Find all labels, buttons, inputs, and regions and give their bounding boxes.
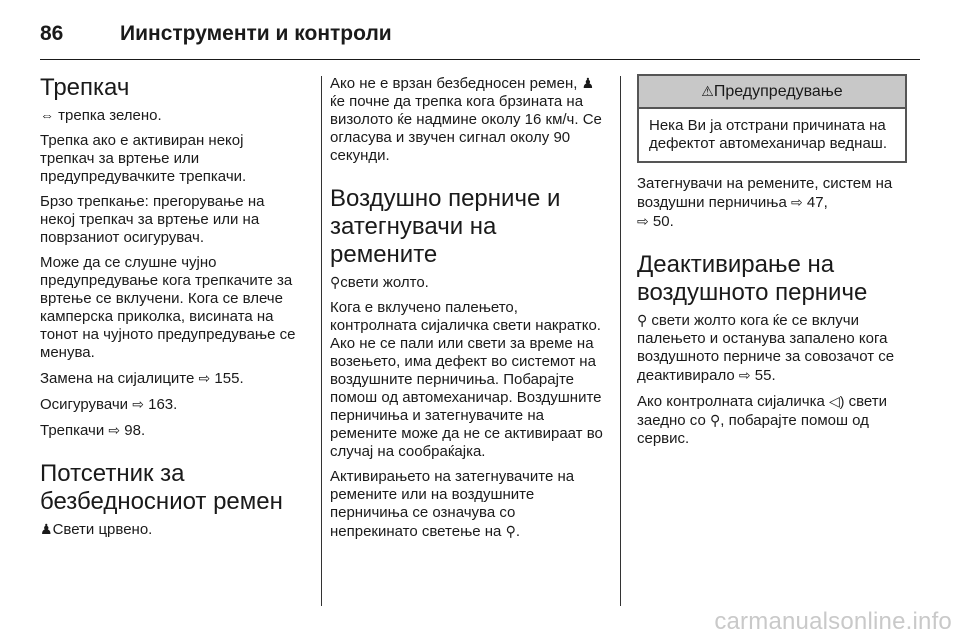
reference-arrow-icon: ⇨ xyxy=(132,396,144,412)
heading-airbag-deactivation: Деактивирање на воздушното перниче xyxy=(637,251,868,306)
paragraph: Кога е вклучено палењето, контролната сијаличка свети накратко. Ако не се пали или свети за време на возењето, има дефект во системот на воздушните перничиња. Побарајте помош од автомеханичар. Воздушните перничиња и затегнувачите на ремените може да не се активираат во случај на сообраќајка. xyxy=(330,299,603,460)
watermark: carmanualsonline.info xyxy=(714,608,952,635)
paragraph: Може да се слушне чујно предупредување кога трепкачите за вртење се вклучени. Кога се влече камперска приколка, висината на тонот на чујното предупредување се менува. xyxy=(40,254,296,361)
cross-reference: Осигурувачи ⇨ 163. xyxy=(40,396,178,413)
paragraph: ♟Свети црвено. xyxy=(40,521,153,538)
column-1 xyxy=(40,74,302,546)
column-3 xyxy=(637,74,907,455)
cross-reference: Затегнувачи на ремените, систем на воздушни перничиња ⇨ 47, ⇨ 50. xyxy=(637,175,893,230)
column-divider xyxy=(620,76,621,606)
warning-body: Нека Ви ја отстрани причината на дефектот автомеханичар веднаш. xyxy=(649,117,888,152)
seatbelt-icon: ♟ xyxy=(40,521,53,537)
warning-box xyxy=(637,74,907,163)
reference-arrow-icon: ⇨ xyxy=(198,370,211,386)
paragraph: Активирањето на затегнувачите на ремените или на воздушните перничиња се означува со непрекинато светење на ⚲. xyxy=(330,468,575,540)
turn-signal-icon: ⇔ xyxy=(40,107,54,123)
page-number: 86 xyxy=(40,22,64,45)
paragraph: Брзо трепкање: прегорување на некој трепкач за вртење или на поврзаниот осигурувач. xyxy=(40,193,265,246)
page-header xyxy=(40,14,392,54)
reference-arrow-icon: ⇨ xyxy=(791,194,803,210)
paragraph: ⚲свети жолто. xyxy=(330,274,429,291)
warning-icon: ⚠ xyxy=(701,83,714,99)
paragraph: ⇔ трепка зелено. xyxy=(40,107,162,124)
heading-seatbelt-reminder: Потсетник за безбедносниот ремен xyxy=(40,460,283,515)
header-rule xyxy=(40,59,920,60)
cross-reference: Замена на сијалиците ⇨ 155. xyxy=(40,370,244,387)
warning-header: ⚠Предупредување xyxy=(639,76,905,109)
heading-turn-signal: Трепкач xyxy=(40,74,130,101)
airbag-icon: ⚲ xyxy=(709,412,721,428)
heading-airbag: Воздушно перниче и затегнувачи на ремените xyxy=(330,185,561,268)
airbag-icon: ⚲ xyxy=(505,523,516,539)
paragraph: Трепка ако е активиран некој трепкач за вртење или предупредувачките трепкачи. xyxy=(40,132,247,185)
reference-arrow-icon: ⇨ xyxy=(637,213,649,229)
column-2 xyxy=(330,74,605,548)
reference-arrow-icon: ⇨ xyxy=(738,367,751,383)
running-title: Иинструменти и контроли xyxy=(120,22,392,45)
column-divider xyxy=(321,76,322,606)
airbag-icon: ⚲ xyxy=(330,274,341,290)
airbag-off-icon: ⚲ xyxy=(637,312,648,328)
speaker-icon: ◁) xyxy=(829,393,845,409)
cross-reference: Трепкачи ⇨ 98. xyxy=(40,422,146,439)
paragraph: Ако контролната сијаличка ◁) свети заедно со ⚲, побарајте помош од сервис. xyxy=(637,393,887,447)
seatbelt-icon: ♟ xyxy=(581,75,595,91)
paragraph: Ако не е врзан безбедносен ремен, ♟ ќе почне да трепка кога брзината на визолото ќе надмине околу 16 км/ч. Се огласува и звучен сигнал околу 90 секунди. xyxy=(330,75,602,164)
reference-arrow-icon: ⇨ xyxy=(108,422,121,438)
paragraph: ⚲ свети жолто кога ќе се вклучи палењето и останува запалено кога воздушното перниче за совозачот се деактивирало ⇨ 55. xyxy=(637,312,895,384)
